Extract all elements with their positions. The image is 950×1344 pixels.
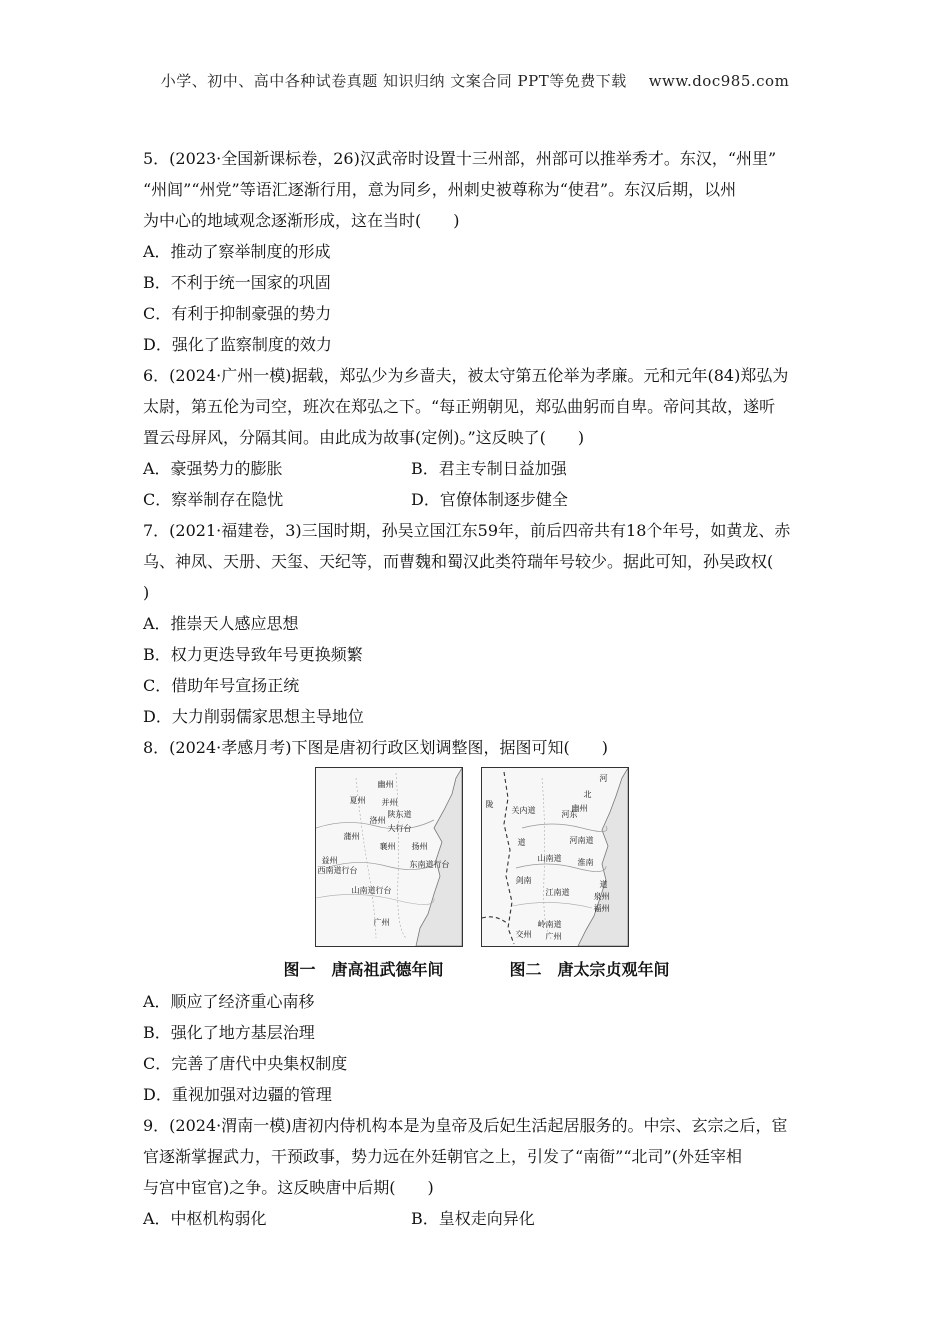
map1-label-xiangzhou: 襄州 <box>379 842 396 851</box>
map2-label-huainan: 淮南 <box>577 858 594 867</box>
header-text: 小学、初中、高中各种试卷真题 知识归纳 文案合同 PPT等免费下载 <box>160 72 627 90</box>
q5-option-b[interactable]: B．不利于统一国家的巩固 <box>143 273 331 292</box>
map2-label-quanzhou: 泉州 <box>593 892 610 901</box>
q8-option-d[interactable]: D．重视加强对边疆的管理 <box>143 1085 332 1104</box>
map2-label-jiaozhou: 交州 <box>515 930 532 939</box>
q6-option-c[interactable]: C．察举制存在隐忧 <box>143 490 284 509</box>
q9-option-a[interactable]: A．中枢机构弱化 <box>143 1209 267 1228</box>
q6-options-row-2 <box>143 484 810 515</box>
map1-label-guangzhou: 广州 <box>373 918 390 927</box>
map2-label-hedong: 河东 <box>561 810 578 819</box>
map1-label-daxingtai: 大行台 <box>387 824 412 833</box>
q9-line-3: 与宫中宦官)之争。这反映唐中后期( ) <box>143 1178 434 1197</box>
q6-option-d[interactable]: D．官僚体制逐步健全 <box>411 490 568 509</box>
map2-label-guangzhou: 广州 <box>545 932 562 941</box>
map2-label-bei: 北 <box>583 790 592 799</box>
q7-line-3: ) <box>143 583 150 602</box>
q5-option-c[interactable]: C．有利于抑制豪强的势力 <box>143 304 332 323</box>
q6-option-a[interactable]: A．豪强势力的膨胀 <box>143 459 283 478</box>
q9-line-2: 官逐渐掌握武力，干预政事，势力远在外廷朝官之上，引发了“南衙”“北司”(外廷宰相 <box>143 1147 742 1166</box>
page-header <box>0 70 950 91</box>
question-6 <box>143 360 810 515</box>
map1-label-yangzhou: 扬州 <box>411 842 428 851</box>
map2-label-guannei: 关内道 <box>511 806 536 815</box>
q8-option-c[interactable]: C．完善了唐代中央集权制度 <box>143 1054 348 1073</box>
q9-line-1: 9．(2024·渭南一模)唐初内侍机构本是为皇帝及后妃生活起居服务的。中宗、玄宗之后，宦 <box>143 1116 788 1135</box>
map2-label-youzhou: 幽州 <box>571 804 588 813</box>
map1-label-yizhou: 益州 <box>321 856 338 865</box>
question-content <box>143 143 810 1234</box>
q5-line-1: 5．(2023·全国新课标卷，26)汉武帝时设置十三州部，州部可以推举秀才。东汉，“州里” <box>143 149 777 168</box>
q8-line-1: 8．(2024·孝感月考)下图是唐初行政区划调整图，据图可知( ) <box>143 738 608 757</box>
q7-option-d[interactable]: D．大力削弱儒家思想主导地位 <box>143 707 364 726</box>
map2-label-henan: 河南道 <box>569 836 594 845</box>
map-captions <box>143 957 810 980</box>
q8-option-a[interactable]: A．顺应了经济重心南移 <box>143 992 315 1011</box>
q8-option-b[interactable]: B．强化了地方基层治理 <box>143 1023 315 1042</box>
question-8 <box>143 732 810 1110</box>
map1-label-puzhou: 蒲州 <box>343 832 360 841</box>
map2-label-long: 陇 <box>485 800 494 809</box>
q5-line-3: 为中心的地域观念逐渐形成，这在当时( ) <box>143 211 460 230</box>
q5-line-2: “州闾”“州党”等语汇逐渐行用，意为同乡，州刺史被尊称为“使君”。东汉后期，以州 <box>143 180 737 199</box>
q7-option-a[interactable]: A．推崇天人感应思想 <box>143 614 299 633</box>
map1-label-shannan: 山南道行台 <box>351 886 392 895</box>
map2-caption: 图二 唐太宗贞观年间 <box>509 960 670 979</box>
q6-options-row-1 <box>143 453 810 484</box>
q9-options-row-1 <box>143 1203 810 1234</box>
q6-line-3: 置云母屏风，分隔其间。由此成为故事(定例)。”这反映了( ) <box>143 428 585 447</box>
map2-label-lingnan: 岭南道 <box>537 920 562 929</box>
q6-line-2: 太尉，第五伦为司空，班次在郑弘之下。“每正朔朝见，郑弘曲躬而自卑。帝问其故，遂听 <box>143 397 776 416</box>
map2-label-shannan: 山南道 <box>537 854 562 863</box>
q7-line-1: 7．(2021·福建卷，3)三国时期，孙吴立国江东59年，前后四帝共有18个年号，如黄龙、赤 <box>143 521 791 540</box>
question-9 <box>143 1110 810 1234</box>
header-site: www.doc985.com <box>648 72 790 90</box>
map1-label-bingzhou: 并州 <box>381 798 398 807</box>
map2-label-dao-1: 道 <box>517 838 526 847</box>
q9-option-b[interactable]: B．皇权走向异化 <box>411 1209 535 1228</box>
map1-label-shandong: 陕东道 <box>387 810 412 819</box>
map1-label-luozhou: 洛州 <box>369 816 386 825</box>
q7-option-c[interactable]: C．借助年号宣扬正统 <box>143 676 300 695</box>
q5-option-d[interactable]: D．强化了监察制度的效力 <box>143 335 332 354</box>
map1-label-xinan: 西南道行台 <box>317 866 358 875</box>
map1-caption: 图一 唐高祖武德年间 <box>283 960 444 979</box>
map-zhenguan <box>481 767 629 947</box>
question-5 <box>143 143 810 360</box>
q7-option-b[interactable]: B．权力更迭导致年号更换频繁 <box>143 645 363 664</box>
map2-label-jiangnan: 江南道 <box>545 888 570 897</box>
question-7 <box>143 515 810 732</box>
map2-label-fuzhou: 福州 <box>593 904 610 913</box>
q7-line-2: 乌、神凤、天册、天玺、天纪等，而曹魏和蜀汉此类符瑞年号较少。据此可知，孙吴政权( <box>143 552 774 571</box>
q5-option-a[interactable]: A．推动了察举制度的形成 <box>143 242 331 261</box>
q6-line-1: 6．(2024·广州一模)据载，郑弘少为乡啬夫，被太守第五伦举为孝廉。元和元年(84)郑弘为 <box>143 366 789 385</box>
map2-label-jiannan: 剑南 <box>515 876 532 885</box>
map1-label-youzhou: 幽州 <box>377 780 394 789</box>
map1-label-dongnan: 东南道行台 <box>409 860 450 869</box>
map2-label-he: 河 <box>599 774 608 783</box>
map1-label-xiazhou: 夏州 <box>349 796 366 805</box>
q6-option-b[interactable]: B．君主专制日益加强 <box>411 459 567 478</box>
map-figures <box>133 767 810 947</box>
map2-label-dao-2: 道 <box>599 880 608 889</box>
map-wude <box>315 767 463 947</box>
